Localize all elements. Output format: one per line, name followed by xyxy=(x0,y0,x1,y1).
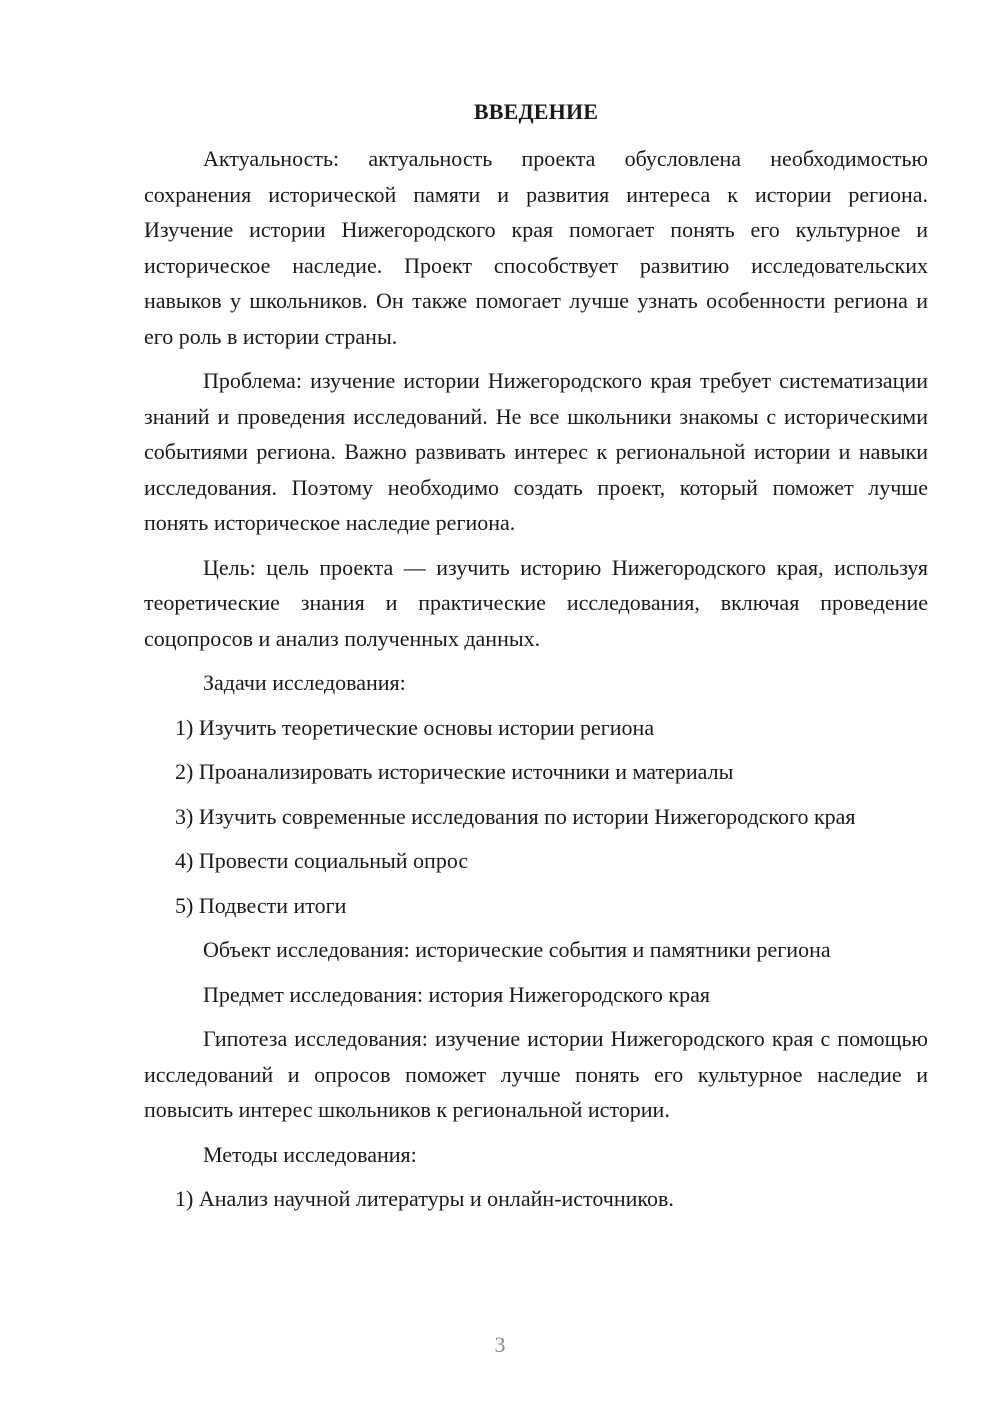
list-item: 1) Изучить теоретические основы истории региона xyxy=(175,714,655,740)
page-content xyxy=(144,94,928,1226)
object-paragraph: Объект исследования: исторические события и памятники региона xyxy=(203,937,831,962)
goal-paragraph: Цель: цель проекта — изучить историю Нижегородского края, используя теоретические знания и практические исследования, включая проведение соцопросов и анализ полученных данных. xyxy=(144,554,928,651)
tasks-heading: Задачи исследования: xyxy=(203,670,406,695)
list-item: 1) Анализ научной литературы и онлайн-источников. xyxy=(175,1186,674,1211)
methods-list xyxy=(144,1181,928,1217)
page-number: 3 xyxy=(494,1332,506,1357)
relevance-paragraph: Актуальность: актуальность проекта обусловлена необходимостью сохранения исторической памяти и развития интереса к истории региона. Изучение истории Нижегородского края помогает понять его культурное и историческое наследие. Проект способствует развитию исследовательских навыков у школьников. Он также помогает лучше узнать особенности региона и его роль в истории страны. xyxy=(144,146,928,349)
list-item: 5) Подвести итоги xyxy=(175,892,347,918)
methods-heading: Методы исследования: xyxy=(203,1141,417,1167)
subject-paragraph: Предмет исследования: история Нижегородского края xyxy=(203,981,710,1007)
hypothesis-paragraph: Гипотеза исследования: изучение истории Нижегородского края с помощью исследований и опросов поможет лучше понять его культурное наследие и повысить интерес школьников к региональной истории. xyxy=(144,1026,928,1122)
tasks-list xyxy=(144,710,928,924)
list-item: 3) Изучить современные исследования по истории Нижегородского края xyxy=(175,803,856,829)
page-title: ВВЕДЕНИЕ xyxy=(473,99,599,124)
list-item: 4) Провести социальный опрос xyxy=(175,848,469,873)
list-item: 2) Проанализировать исторические источники и материалы xyxy=(175,759,734,784)
problem-paragraph: Проблема: изучение истории Нижегородского края требует систематизации знаний и проведения исследований. Не все школьники знакомы с историческими событиями региона. Важно развивать интерес к региональной истории и навыки исследования. Поэтому необходимо создать проект, который поможет лучше понять историческое наследие региона. xyxy=(144,368,928,535)
